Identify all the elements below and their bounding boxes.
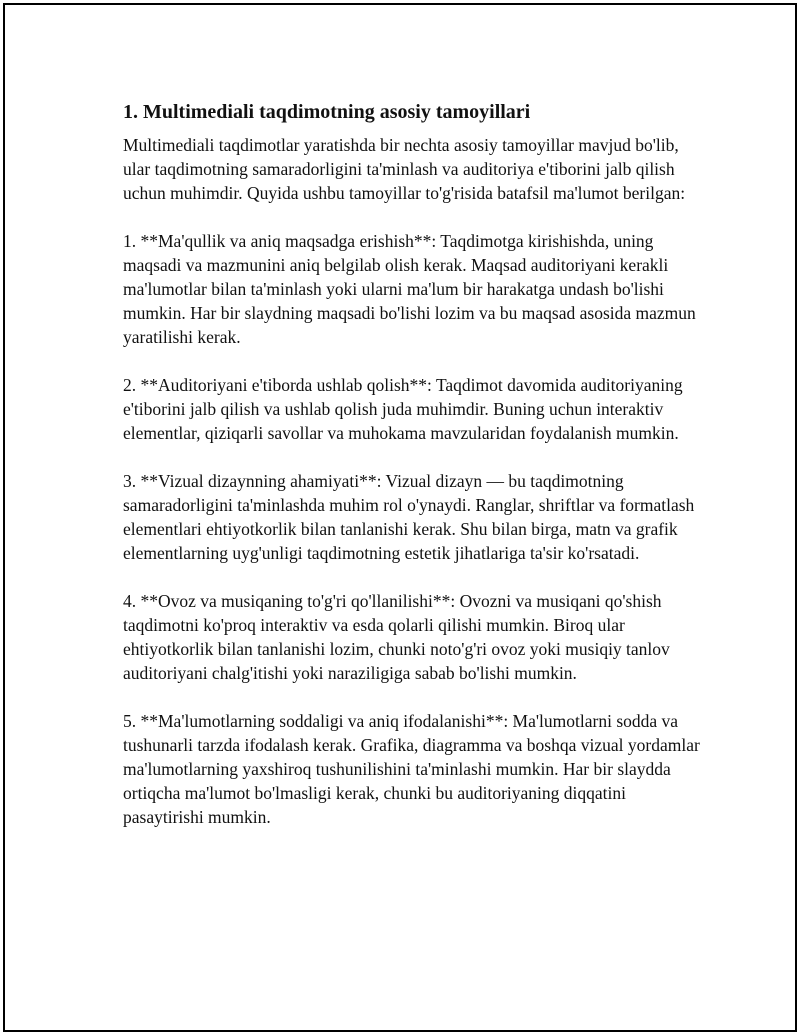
document-title: 1. Multimediali taqdimotning asosiy tamoyillari bbox=[123, 101, 531, 123]
principle-paragraph-2: 2. **Auditoriyani e'tiborda ushlab qolish**: Taqdimot davomida auditoriyaning e'tiborini jalb qilish va ushlab qolish juda muhimdir. Buning uchun interaktiv elementlar, qiziqarli savollar va muhokama mavzularidan foydalanish mumkin. bbox=[123, 375, 683, 443]
page-frame bbox=[3, 3, 797, 1032]
principle-paragraph-1: 1. **Ma'qullik va aniq maqsadga erishish**: Taqdimotga kirishishda, uning maqsadi va mazmunini aniq belgilab olish kerak. Maqsad auditoriyani kerakli ma'lumotlar bilan ta'minlash yoki ularni ma'lum bir harakatga undash bo'lishi mumkin. Har bir slaydning maqsadi bo'lishi lozim va bu maqsad asosida mazmun yaratilishi kerak. bbox=[123, 231, 696, 347]
document-body bbox=[123, 99, 703, 853]
principle-paragraph-4: 4. **Ovoz va musiqaning to'g'ri qo'llanilishi**: Ovozni va musiqani qo'shish taqdimotni ko'proq interaktiv va esda qolarli qilishi mumkin. Biroq ular ehtiyotkorlik bilan tanlanishi lozim, chunki noto'g'ri ovoz yoki musiqiy tanlov auditoriyani chalg'itishi yoki naraziligiga sabab bo'lishi mumkin. bbox=[123, 591, 670, 683]
principle-paragraph-5: 5. **Ma'lumotlarning soddaligi va aniq ifodalanishi**: Ma'lumotlarni sodda va tushunarli tarzda ifodalash kerak. Grafika, diagramma va boshqa vizual yordamlar ma'lumotlarning yaxshiroq tushunilishini ta'minlashi mumkin. Har bir slaydda ortiqcha ma'lumot bo'lmasligi kerak, chunki bu auditoriyaning diqqatini pasaytirishi mumkin. bbox=[123, 711, 700, 827]
principle-paragraph-3: 3. **Vizual dizaynning ahamiyati**: Vizual dizayn — bu taqdimotning samaradorligini ta'minlashda muhim rol o'ynaydi. Ranglar, shriftlar va formatlash elementlari ehtiyotkorlik bilan tanlanishi kerak. Shu bilan birga, matn va grafik elementlarning uyg'unligi taqdimotning estetik jihatlariga ta'sir ko'rsatadi. bbox=[123, 471, 695, 563]
intro-paragraph: Multimediali taqdimotlar yaratishda bir nechta asosiy tamoyillar mavjud bo'lib, ular taqdimotning samaradorligini ta'minlash va auditoriya e'tiborini jalb qilish uchun muhimdir. Quyida ushbu tamoyillar to'g'risida batafsil ma'lumot berilgan: bbox=[123, 135, 686, 203]
